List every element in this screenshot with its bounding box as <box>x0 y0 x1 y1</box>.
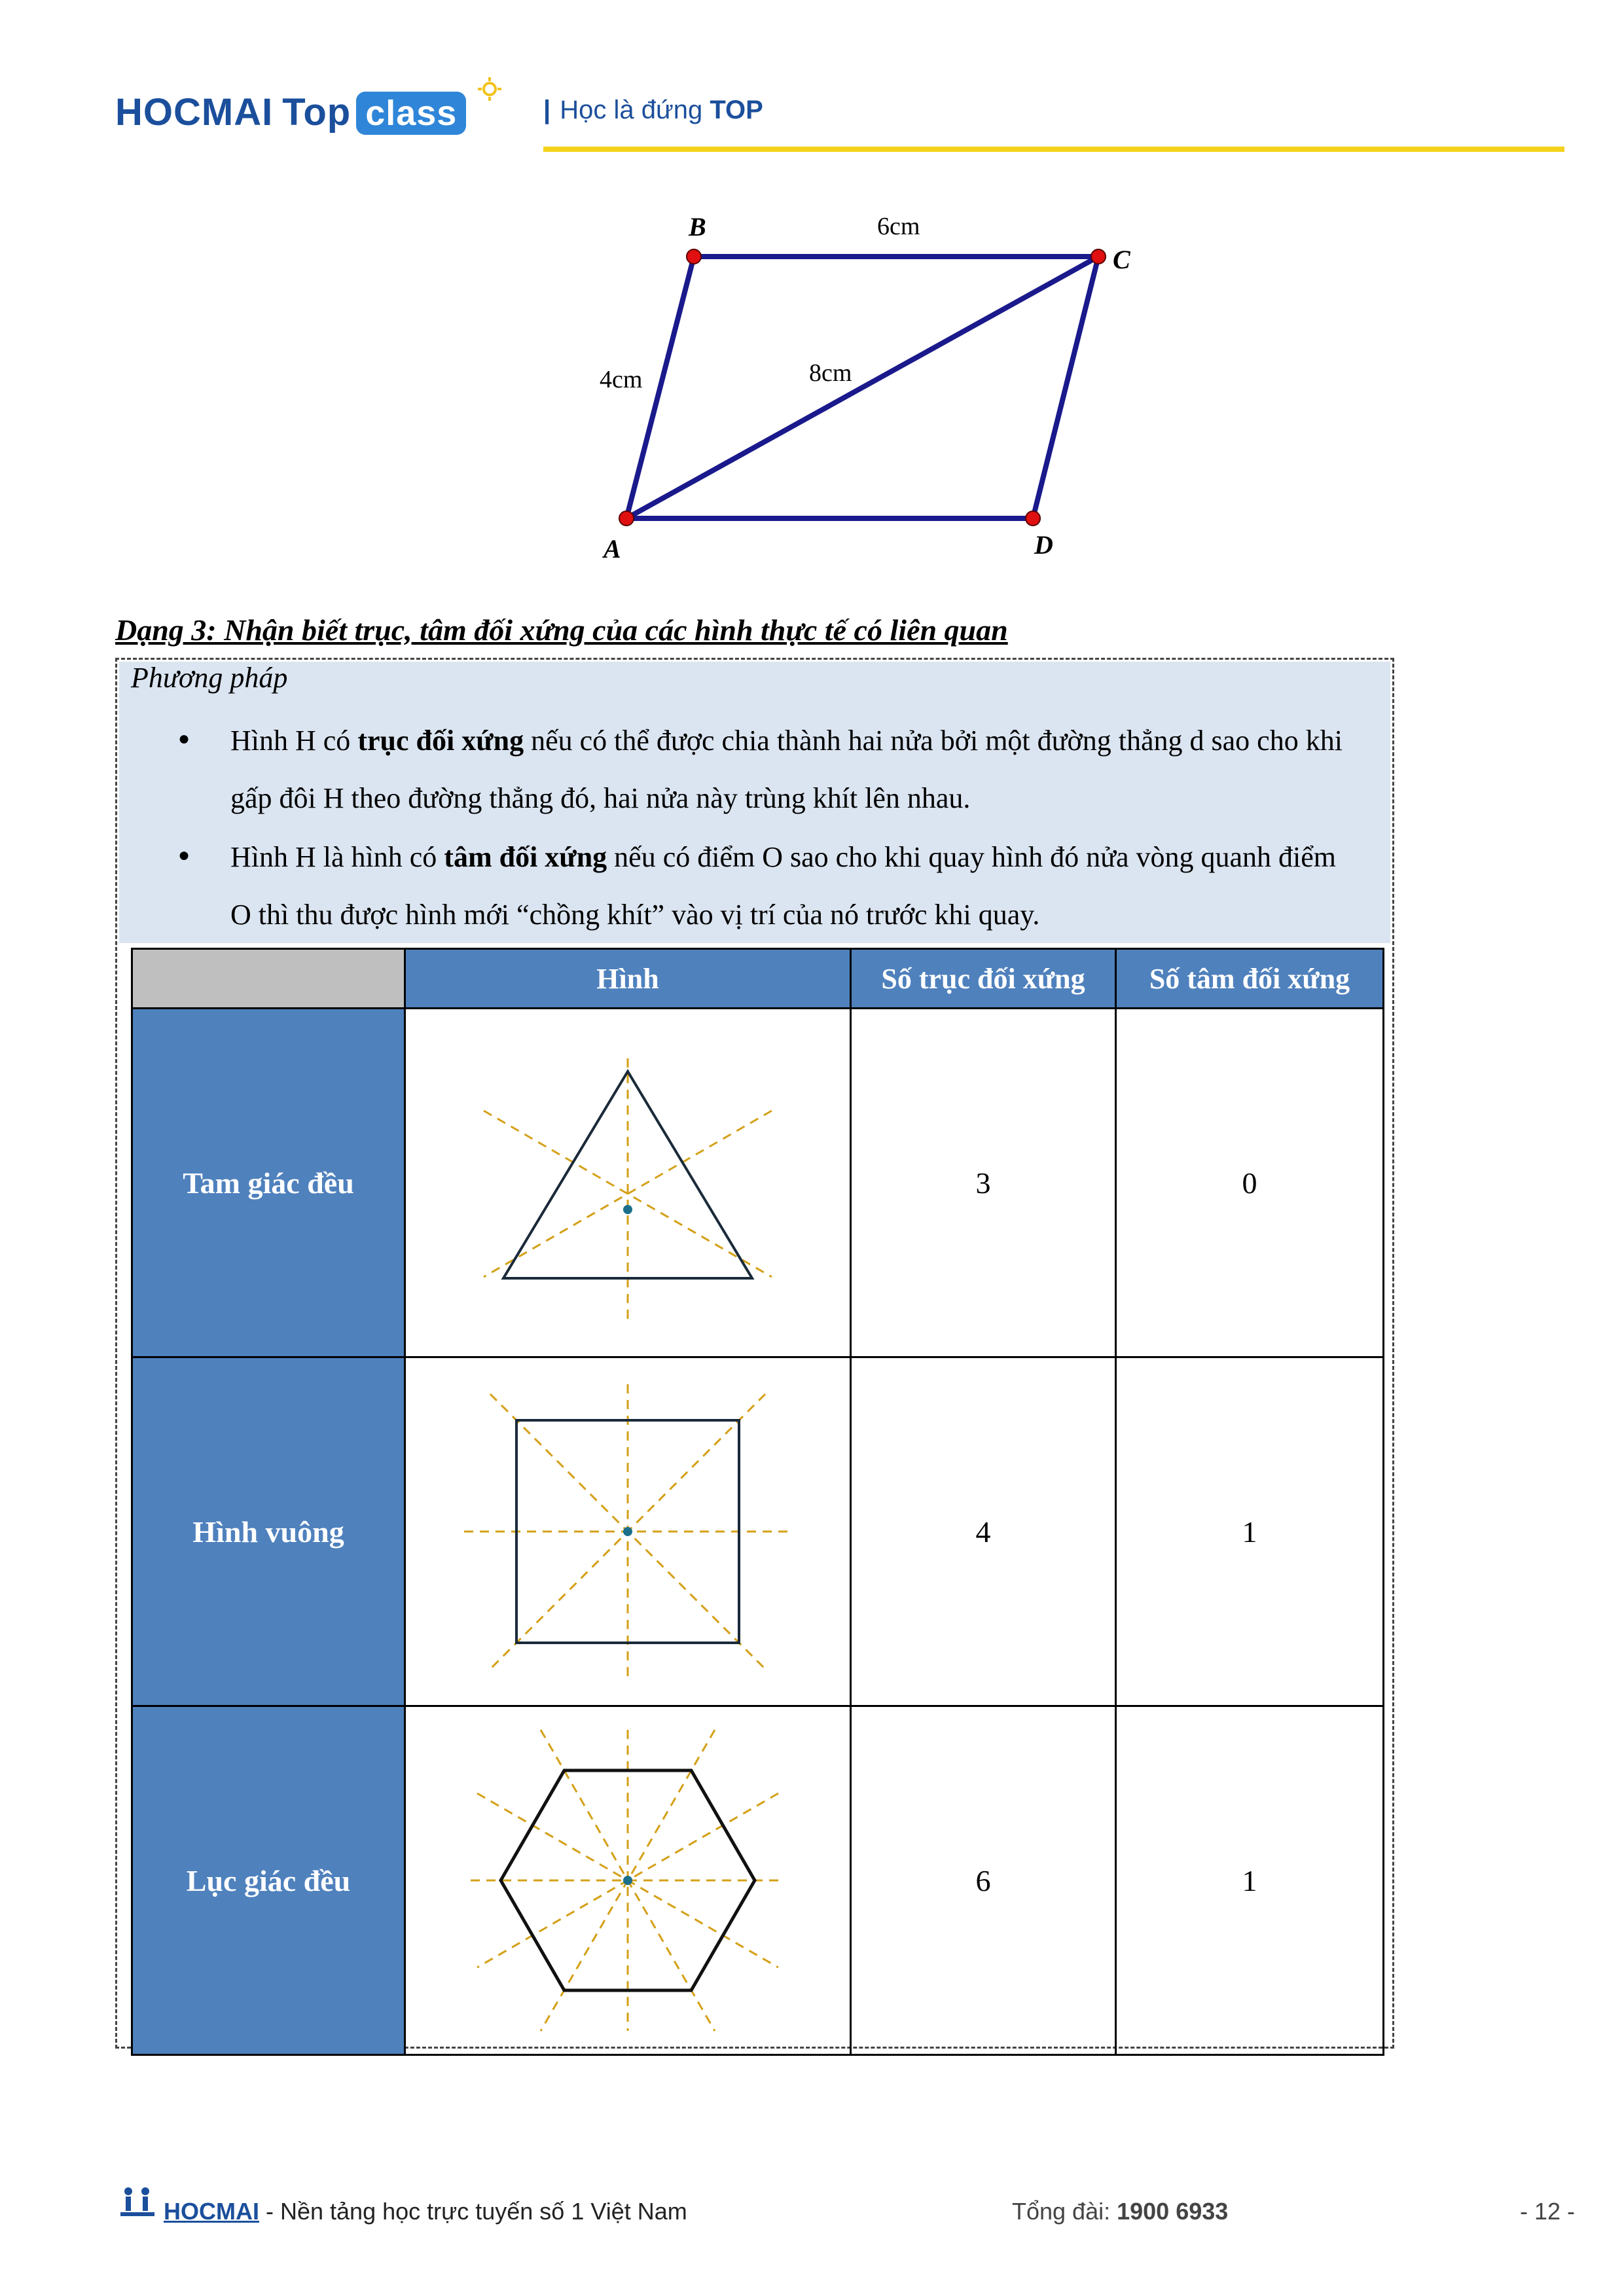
tagline-strong: TOP <box>710 96 763 124</box>
length-ac: 8cm <box>809 359 852 387</box>
header-centers: Số tâm đối xứng <box>1116 949 1384 1009</box>
regular-hexagon-figure <box>451 1723 804 2037</box>
header-divider <box>543 147 1564 152</box>
hotline-number: 1900 6933 <box>1117 2198 1229 2225</box>
row-name: Hình vuông <box>132 1357 405 1706</box>
header-axes: Số trục đối xứng <box>851 949 1116 1009</box>
hocmai-logo <box>115 90 466 135</box>
centers-count: 0 <box>1116 1009 1384 1357</box>
header-blank <box>132 949 405 1009</box>
row-name: Tam giác đều <box>132 1009 405 1357</box>
axes-count: 4 <box>851 1357 1116 1706</box>
label-c: C <box>1113 245 1130 274</box>
segment-cd <box>1033 257 1098 518</box>
point-c <box>1091 249 1106 264</box>
bullet-icon: ● <box>178 728 190 749</box>
hotline-label: Tổng đài: <box>1012 2198 1117 2225</box>
label-a: A <box>604 534 621 564</box>
p2-text-c: nếu có điểm O sao cho khi quay hình đó nửa vòng quanh điểm O thì thu được hình mới “chồng khít” vào vị trí của nó trước khi quay. <box>230 841 1337 931</box>
tagline-text: Học là đứng <box>560 96 703 124</box>
label-d: D <box>1034 530 1053 560</box>
length-bc: 6cm <box>877 213 920 240</box>
header-shape: Hình <box>405 949 851 1009</box>
shape-cell <box>405 1009 851 1357</box>
method-title: Phương pháp <box>131 662 288 694</box>
length-ab: 4cm <box>600 366 643 393</box>
footer-hotline <box>1012 2198 1228 2225</box>
table-row <box>132 1009 1384 1357</box>
shape-cell <box>405 1706 851 2055</box>
equilateral-triangle-figure <box>458 1039 798 1327</box>
parallelogram-figure <box>576 203 1139 569</box>
row-name: Lục giác đều <box>132 1706 405 2055</box>
tagline <box>543 96 763 125</box>
logo-class: class <box>356 92 466 135</box>
footer-slogan: - Nền tảng học trực tuyến số 1 Việt Nam <box>259 2198 687 2225</box>
p1-bold: trục đối xứng <box>357 725 524 757</box>
method-paragraph-2 <box>230 829 1356 944</box>
point-b <box>687 249 701 264</box>
tagline-bar: | <box>543 96 551 124</box>
label-b: B <box>689 212 706 242</box>
method-paragraph-1 <box>230 712 1356 827</box>
hocmai-footer-icon <box>118 2186 157 2219</box>
footer-left <box>164 2198 687 2225</box>
shape-cell <box>405 1357 851 1706</box>
logo-top: Top <box>282 91 352 134</box>
segment-ac <box>626 257 1098 518</box>
axes-count: 6 <box>851 1706 1116 2055</box>
point-d <box>1026 511 1040 526</box>
centers-count: 1 <box>1116 1357 1384 1706</box>
bullet-icon: ● <box>178 844 190 866</box>
p1-text-c: nếu có thể được chia thành hai nửa bởi một đường thẳng d sao cho khi gấp đôi H theo đường thẳng đó, hai nửa này trùng khít lên nhau. <box>230 725 1343 814</box>
square-figure <box>451 1378 804 1685</box>
point-a <box>619 511 634 526</box>
symmetry-table <box>131 948 1384 2056</box>
table-row <box>132 1706 1384 2055</box>
table-row <box>132 1357 1384 1706</box>
table-header-row <box>132 949 1384 1009</box>
centers-count: 1 <box>1116 1706 1384 2055</box>
section-heading: Dạng 3: Nhận biết trục, tâm đối xứng của các hình thực tế có liên quan <box>115 613 1008 647</box>
sun-icon <box>477 76 503 102</box>
p1-text-a: Hình H có <box>230 725 358 757</box>
p2-text-a: Hình H là hình có <box>230 841 444 873</box>
p2-bold: tâm đối xứng <box>444 841 607 873</box>
page-number: - 12 - <box>1520 2198 1576 2225</box>
footer-brand-link[interactable]: HOCMAI <box>164 2198 259 2225</box>
logo-main: HOCMAI <box>115 91 274 134</box>
axes-count: 3 <box>851 1009 1116 1357</box>
